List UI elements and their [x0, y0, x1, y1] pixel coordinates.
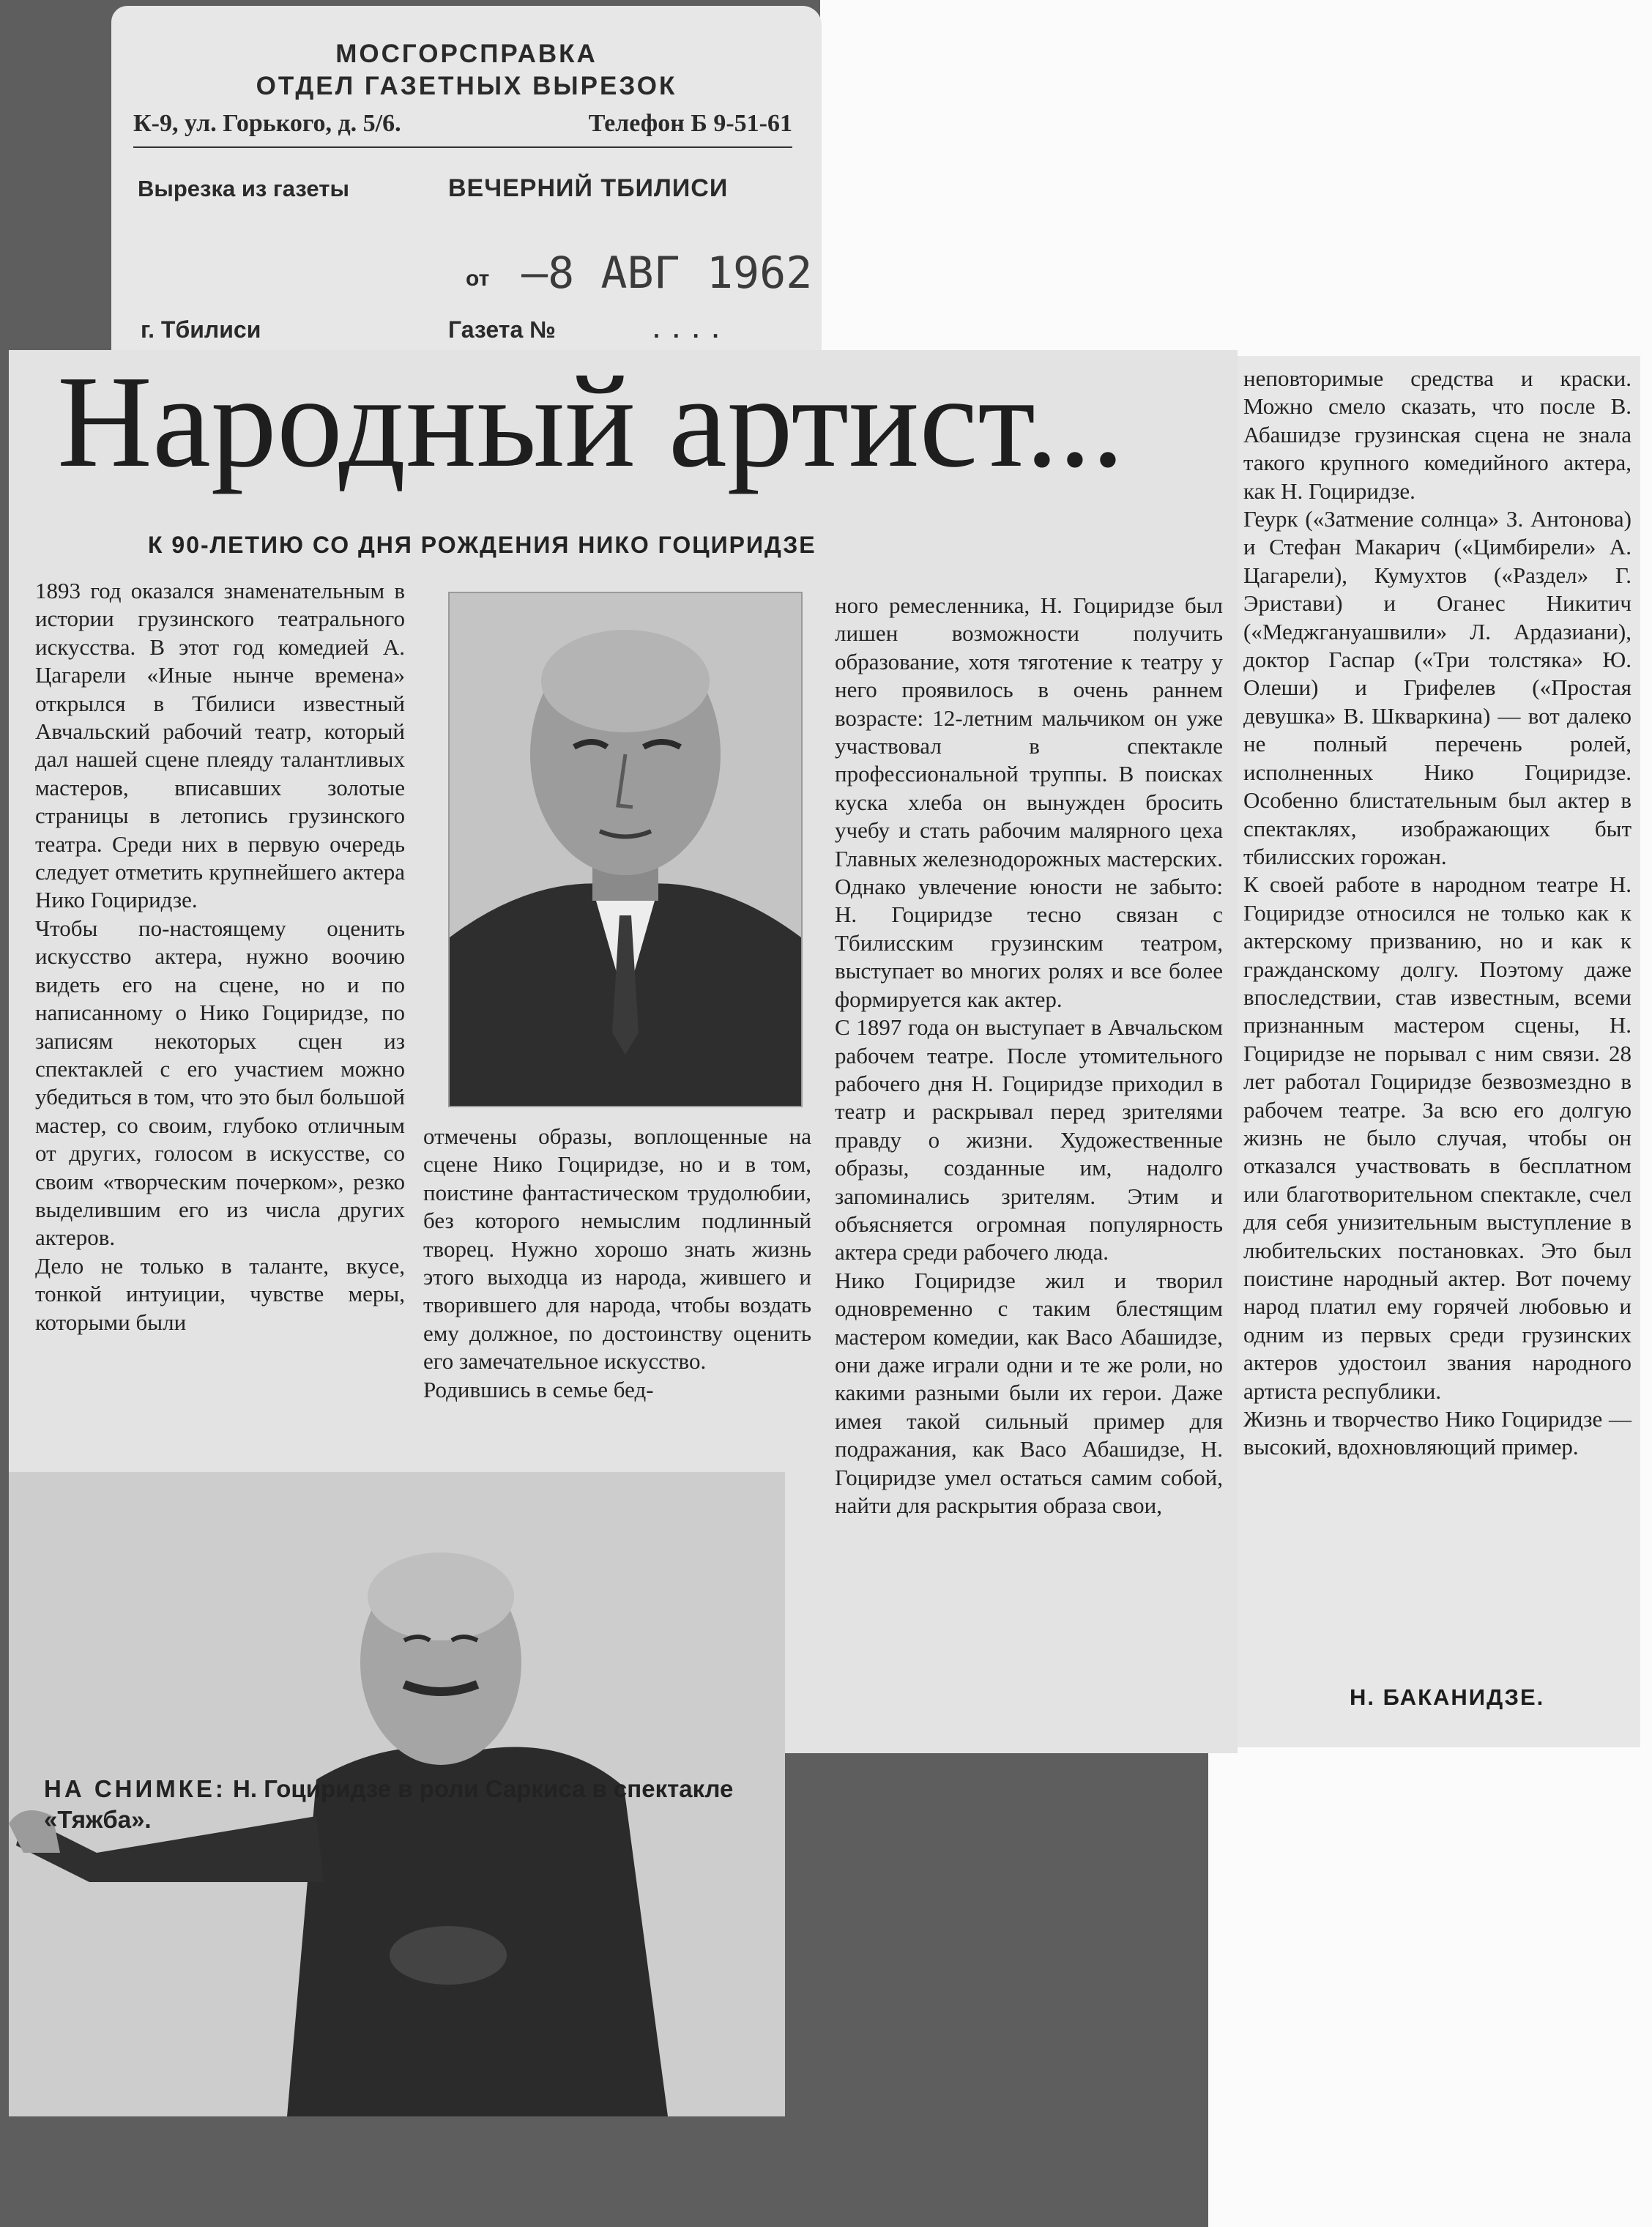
article-title: Народный артист...	[57, 349, 1125, 494]
column-3-text: ного ремесленника, Н. Гоциридзе был лишен возможности получить образование, хотя тяготение к театру у него проявилось в очень раннем возрасте: 12-летним мальчиком он уже участвовал в спектакле профессиональной труппы. В поисках куска хлеба он вынужден бросить учебу и стать рабочим малярного цеха Главных железнодорожных мастерских. Однако увлечение юности не забыто: Н. Гоциридзе тесно связан с Тбилисским грузинским театром, выступает во многих ролях и все более формируется как актер. С 1897 года он выступает в Авчальском рабочем театре. После утомительного рабочего дня Н. Гоциридзе приходил в театр и раскрывал перед зрителями правду о жизни. Художественные образы, созданные им, надолго запоминались зрителям. Этим и объясняется огромная популярность актера среди рабочего люда. Нико Гоциридзе жил и творил одновременно с таким блестящим мастером комедии, как Васо Абашидзе, они даже играли одни и те же роли, но какими разными были их герои. Даже имея такой сильный пример для подражания, как Васо Абашидзе, Н. Гоциридзе умел остаться самим собой, найти для раскрытия образа свои,	[835, 592, 1223, 1518]
article-subtitle: К 90-ЛЕТИЮ СО ДНЯ РОЖДЕНИЯ НИКО ГОЦИРИДЗЕ	[148, 532, 816, 558]
clipping-service-card	[111, 6, 822, 357]
column-1-text: 1893 год оказался знаменательным в истории грузинского театрального искусства. В этот год комедией А. Цагарели «Иные нынче времена» открылся в Тбилиси известный Авчальский рабочий театр, который дал нашей сцене плеяду талантливых мастеров, вписавших золотые страницы в летопись грузинского театра. Среди них в первую очередь следует отметить крупнейшего актера Нико Гоциридзе. Чтобы по-настоящему оценить искусство актера, нужно воочию видеть его на сцене, но и по написанному о Нико Гоциридзе, по записям некоторых сцен из спектаклей с его участием можно убедиться в том, что это был большой мастер, со своим, глубоко отличным от других, голосом в искусстве, со своим «творческим почерком», резко выделившим его из числа других актеров. Дело не только в таланте, вкусе, тонкой интуиции, чувстве меры, которыми были	[35, 578, 405, 1335]
background-margin-top	[820, 0, 1216, 352]
portrait-photo	[448, 592, 803, 1107]
newspaper-name: ВЕЧЕРНИЙ ТБИЛИСИ	[448, 174, 729, 202]
column-4-text: неповторимые средства и краски. Можно смело сказать, что после В. Абашидзе грузинская сцена не знала такого крупного комедийного актера, как Н. Гоциридзе. Геурк («Затмение солнца» З. Антонова) и Стефан Макарич («Цимбирели» А. Цагарели), Кумухтов («Раздел» Г. Эристави) и Оганес Никитич («Меджгануашвили» Л. Ардазиани), доктор Гаспар («Три толстяка» Ю. Олеши) и Грифелев («Простая девушка» В. Шкваркина) — вот далеко не полный перечень ролей, исполненных Нико Гоциридзе. Особенно блистательным был актер в спектаклях, изображающих быт тбилисских горожан. К своей работе в народном театре Н. Гоциридзе относился не только как к актерскому призванию, но и как к гражданскому долгу. Поэтому даже впоследствии, став известным, всеми признанным мастером сцены, Н. Гоциридзе не порывал с ним связи. 28 лет работал Гоциридзе безвозмездно в рабочем театре. За всю его долгую жизнь не было случая, чтобы он отказался участвовать в бесплатном или благотворительном спектакле, счел для себя унизительным выступление в любительских постановках. Это был поистине народный актер. Вот почему народ платил ему горячей любовью и одним из первых среди грузинских актеров удостоил звания народного артиста республики. Жизнь и творчество Нико Гоциридзе — высокий, вдохновляющий пример.	[1243, 365, 1631, 1460]
portrait-illustration	[450, 593, 801, 1106]
column-2-text: отмечены образы, воплощенные на сцене Нико Гоциридзе, но и в том, поистине фантастическом трудолюбии, без которого немыслим подлинный творец. Нужно хорошо знать жизнь этого выходца из народа, жившего и творившего для народа, чтобы воздать ему должное, по достоинству оценить его замечательное искусство. Родившись в семье бед-	[423, 1123, 811, 1402]
author-signature: Н. БАКАНИДЗЕ.	[1350, 1684, 1545, 1710]
cut-label: Вырезка из газеты	[138, 176, 349, 201]
caption-lead: НА СНИМКЕ:	[44, 1775, 226, 1802]
address: К-9, ул. Горького, д. 5/6.	[133, 110, 401, 137]
issue-label: Газета №	[448, 316, 556, 343]
city: г. Тбилиси	[141, 316, 261, 343]
caption-text: Н. Гоциридзе в роли Саркиса в спектакле «Тяжба».	[44, 1775, 734, 1833]
date-stamp: —8 АВГ 1962	[521, 248, 813, 299]
department-name: ОТДЕЛ ГАЗЕТНЫХ ВЫРЕЗОК	[256, 72, 677, 100]
photo-caption	[44, 1774, 747, 1835]
divider-line	[133, 146, 792, 148]
phone: Телефон Б 9-51-61	[588, 110, 792, 137]
issue-dots: ....	[653, 316, 732, 343]
org-name: МОСГОРСПРАВКА	[335, 40, 598, 68]
from-label: от	[466, 267, 490, 291]
article-clipping	[9, 350, 1238, 1753]
